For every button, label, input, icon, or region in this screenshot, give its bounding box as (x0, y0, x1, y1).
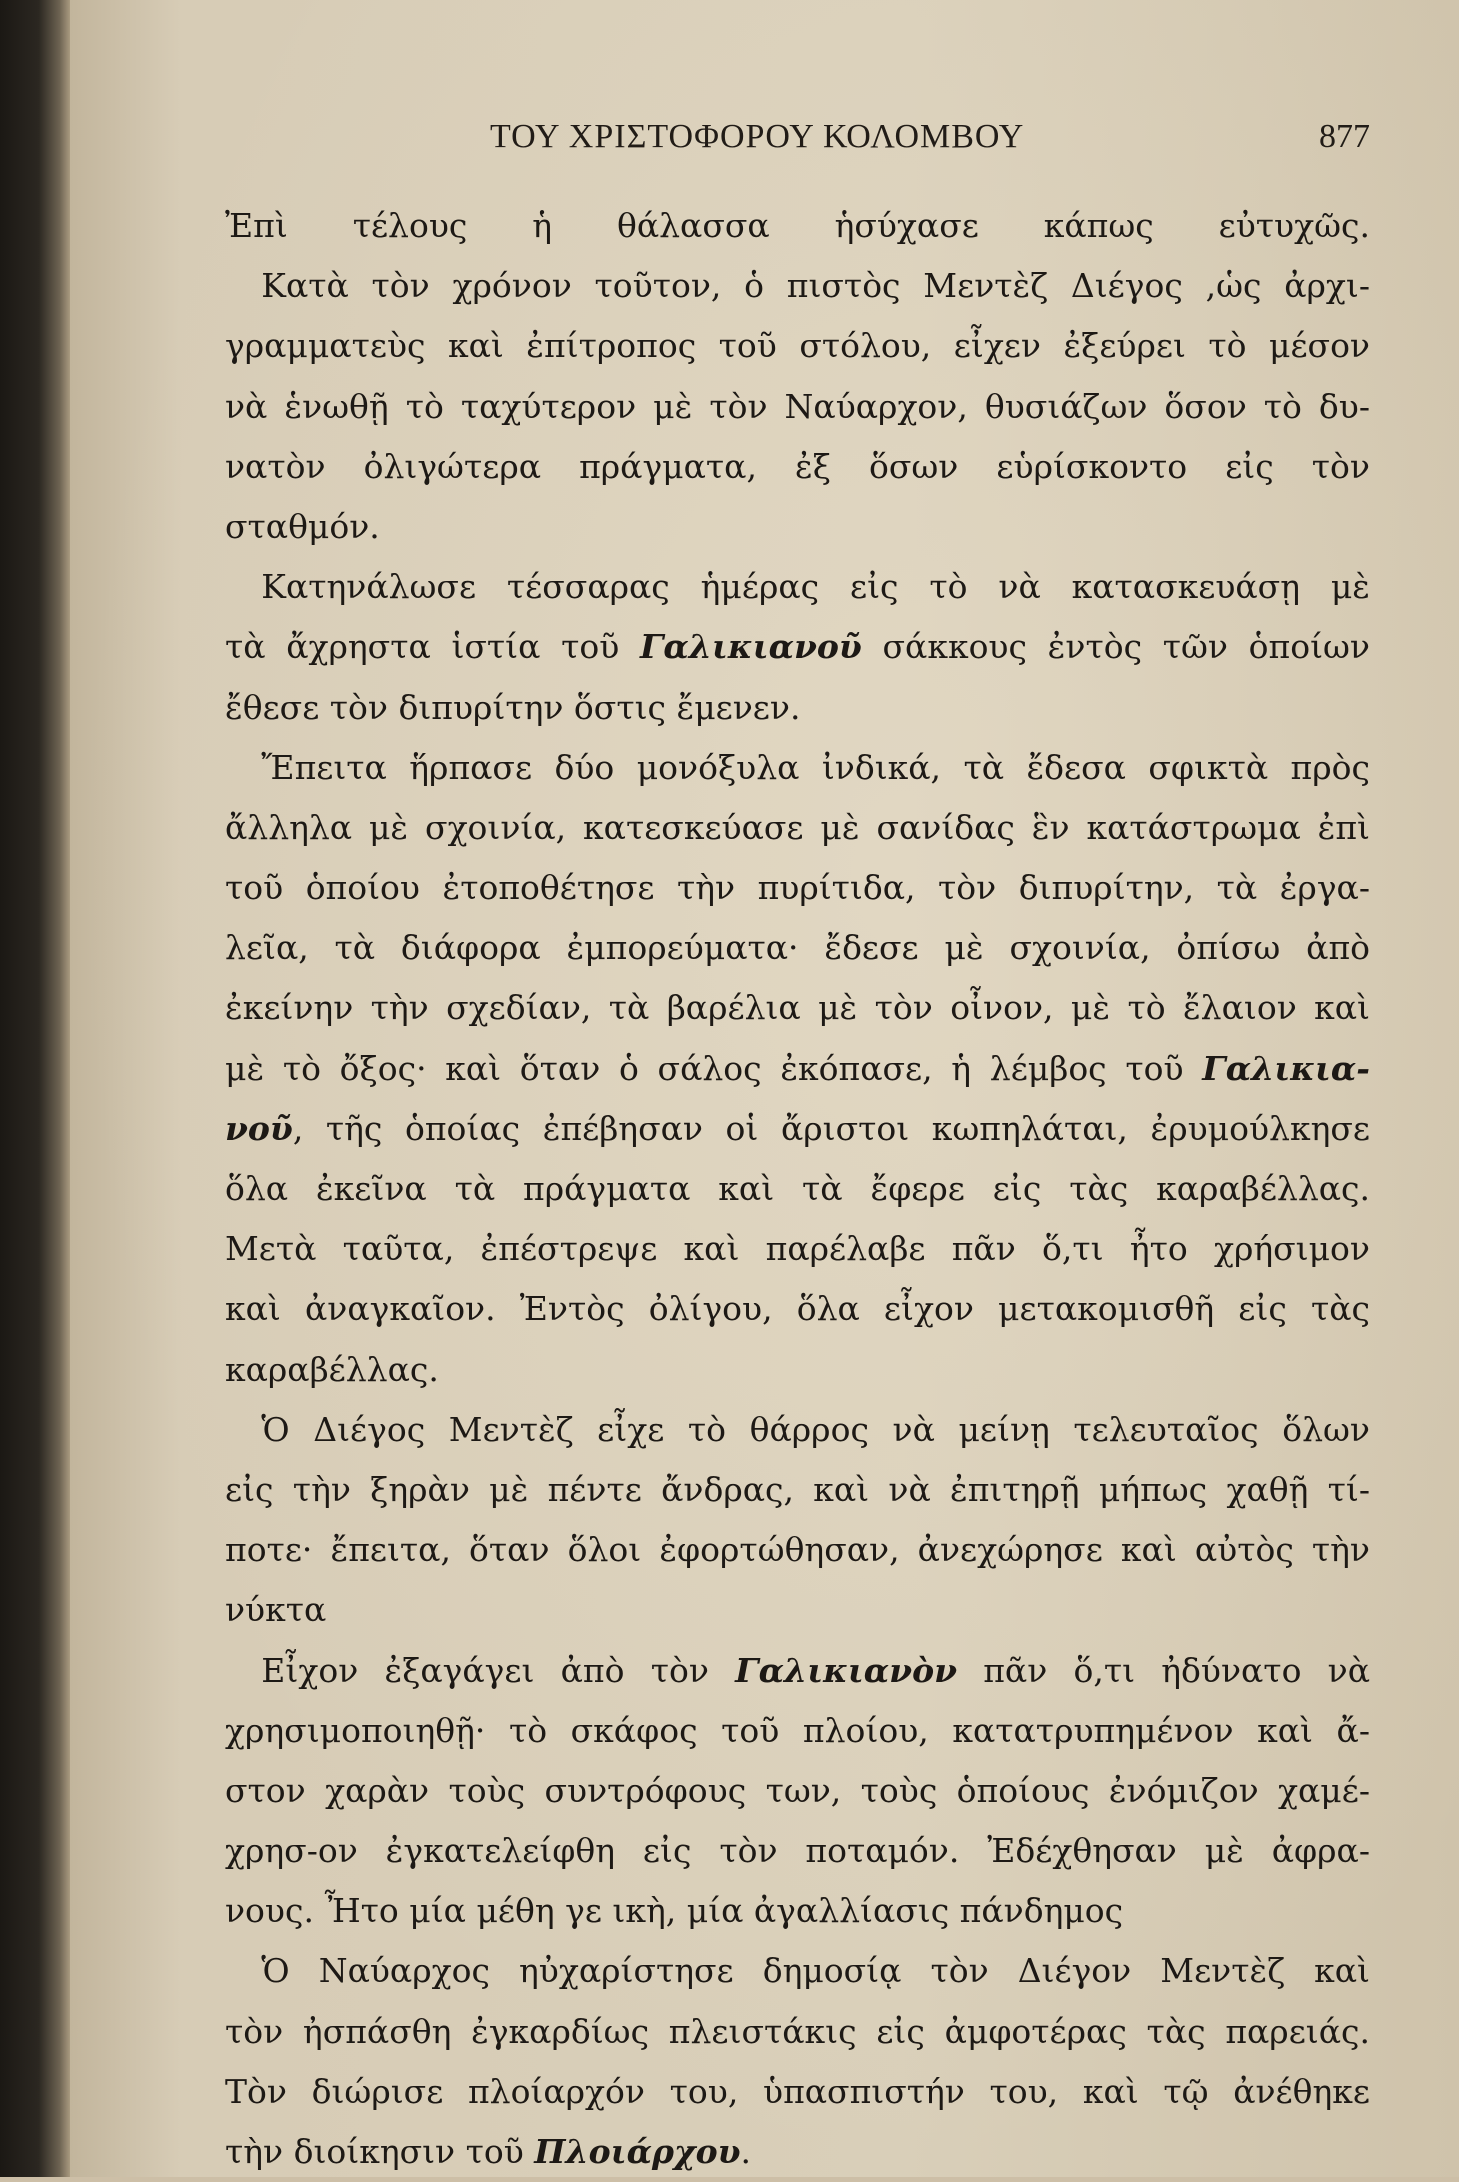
page-header (420, 118, 1370, 178)
text-line: τοῦ ὁποίου ἐτοποθέτησε τὴν πυρίτιδα, τὸν διπυρίτην, τὰ ἐργα- (225, 868, 1370, 908)
text-line: εἰς τὴν ξηρὰν μὲ πέντε ἄνδρας, καὶ νὰ ἐπιτηρῇ μήπως χαθῇ τί- (225, 1469, 1370, 1509)
text-line: ὅλα ἐκεῖνα τὰ πράγματα καὶ τὰ ἔφερε εἰς τὰς καραβέλλας. (225, 1169, 1370, 1208)
text-line: Κατὰ τὸν χρόνον τοῦτον, ὁ πιστὸς Μεντὲζ Διέγος ,ὡς ἀρχι- (261, 266, 1370, 306)
text-line: καραβέλλας. (225, 1349, 439, 1389)
text-line: μὲ τὸ ὄξος· καὶ ὅταν ὁ σάλος ἐκόπασε, ἡ λέμβος τοῦ Γαλικια- (225, 1048, 1370, 1088)
text-line: νύκτα (225, 1590, 327, 1630)
text-line: ἔθεσε τὸν διπυρίτην ὅστις ἔμενεν. (225, 687, 801, 727)
text-line: Ἐπὶ τέλους ἡ θάλασσα ἡσύχασε κάπως εὐτυχῶς. (225, 206, 1370, 245)
text-line: χρησιμοποιηθῇ· τὸ σκάφος τοῦ πλοίου, κατατρυπημένον καὶ ἄ- (225, 1710, 1370, 1750)
text-line: καὶ ἀναγκαῖον. Ἐντὸς ὀλίγου, ὅλα εἶχον μετακομισθῆ εἰς τὰς (225, 1289, 1370, 1329)
ship-name: Γαλικιανοῦ (639, 627, 862, 667)
ship-name: νοῦ (225, 1108, 293, 1148)
ship-name: Γαλικιανὸν (735, 1650, 957, 1690)
text-line: τὰ ἄχρηστα ἱστία τοῦ Γαλικιανοῦ σάκκους ἐντὸς τῶν ὁποίων (225, 627, 1370, 667)
text-line: χρησ-ον ἐγκατελείφθη εἰς τὸν ποταμόν. Ἐδέχθησαν μὲ ἀφρα- (225, 1831, 1370, 1871)
text-line: νὰ ἑνωθῇ τὸ ταχύτερον μὲ τὸν Ναύαρχον, θυσιάζων ὅσον τὸ δυ- (225, 386, 1370, 426)
text-line: τὸν ἠσπάσθη ἐγκαρδίως πλειστάκις εἰς ἀμφοτέρας τὰς παρειάς. (225, 2011, 1370, 2051)
text-line: Τὸν διώρισε πλοίαρχόν του, ὑπασπιστήν του, καὶ τῷ ἀνέθηκε (225, 2071, 1370, 2111)
ship-name: Πλοιάρχου (534, 2132, 741, 2171)
book-page (70, 0, 1459, 2177)
text-line: γραμματεὺς καὶ ἐπίτροπος τοῦ στόλου, εἶχεν ἐξεύρει τὸ μέσον (225, 326, 1370, 366)
text-line: στον χαρὰν τοὺς συντρόφους των, τοὺς ὁποίους ἐνόμιζον χαμέ- (225, 1770, 1370, 1810)
text-line: νοῦ, τῆς ὁποίας ἐπέβησαν οἱ ἄριστοι κωπηλάται, ἐρυμούλκησε (225, 1108, 1370, 1148)
book-binding (0, 0, 70, 2177)
text-line: τὴν διοίκησιν τοῦ Πλοιάρχου. (225, 2132, 752, 2171)
text-line: ἄλληλα μὲ σχοινία, κατεσκεύασε μὲ σανίδας ἓν κατάστρωμα ἐπὶ (225, 807, 1370, 847)
text-line: νους. Ἦτο μία μέθη γε ικὴ, μία ἀγαλλίασις πάνδημος (225, 1891, 1124, 1931)
text-line: λεῖα, τὰ διάφορα ἐμπορεύματα· ἔδεσε μὲ σχοινία, ὀπίσω ἀπὸ (225, 928, 1370, 968)
text-line: Κατηνάλωσε τέσσαρας ἡμέρας εἰς τὸ νὰ κατασκευάσῃ μὲ (261, 567, 1370, 607)
text-line: Ὁ Διέγος Μεντὲζ εἶχε τὸ θάρρος νὰ μείνῃ τελευταῖος ὅλων (261, 1409, 1370, 1449)
body-text (225, 196, 1370, 2182)
text-line: σταθμόν. (225, 506, 380, 546)
text-line: ποτε· ἔπειτα, ὅταν ὅλοι ἐφορτώθησαν, ἀνεχώρησε καὶ αὐτὸς τὴν (225, 1530, 1370, 1570)
text-line: Εἶχον ἐξαγάγει ἀπὸ τὸν Γαλικιανὸν πᾶν ὅ,τι ἠδύνατο νὰ (261, 1650, 1370, 1690)
text-line: Μετὰ ταῦτα, ἐπέστρεψε καὶ παρέλαβε πᾶν ὅ,τι ἦτο χρήσιμον (225, 1229, 1370, 1269)
running-title: ΤΟΥ ΧΡΙΣΤΟΦΟΡΟΥ ΚΟΛΟΜΒΟΥ (490, 118, 1025, 155)
page-number: 877 (1319, 118, 1370, 155)
text-line: νατὸν ὀλιγώτερα πράγματα, ἐξ ὅσων εὑρίσκοντο εἰς τὸν (225, 446, 1370, 486)
ship-name: Γαλικια- (1202, 1048, 1370, 1088)
text-line: Ἔπειτα ἥρπασε δύο μονόξυλα ἰνδικά, τὰ ἔδεσα σφικτὰ πρὸς (261, 747, 1370, 787)
text-line: Ὁ Ναύαρχος ηὐχαρίστησε δημοσίᾳ τὸν Διέγον Μεντὲζ καὶ (261, 1951, 1370, 1991)
text-line: ἐκείνην τὴν σχεδίαν, τὰ βαρέλια μὲ τὸν οἶνον, μὲ τὸ ἔλαιον καὶ (225, 988, 1370, 1028)
